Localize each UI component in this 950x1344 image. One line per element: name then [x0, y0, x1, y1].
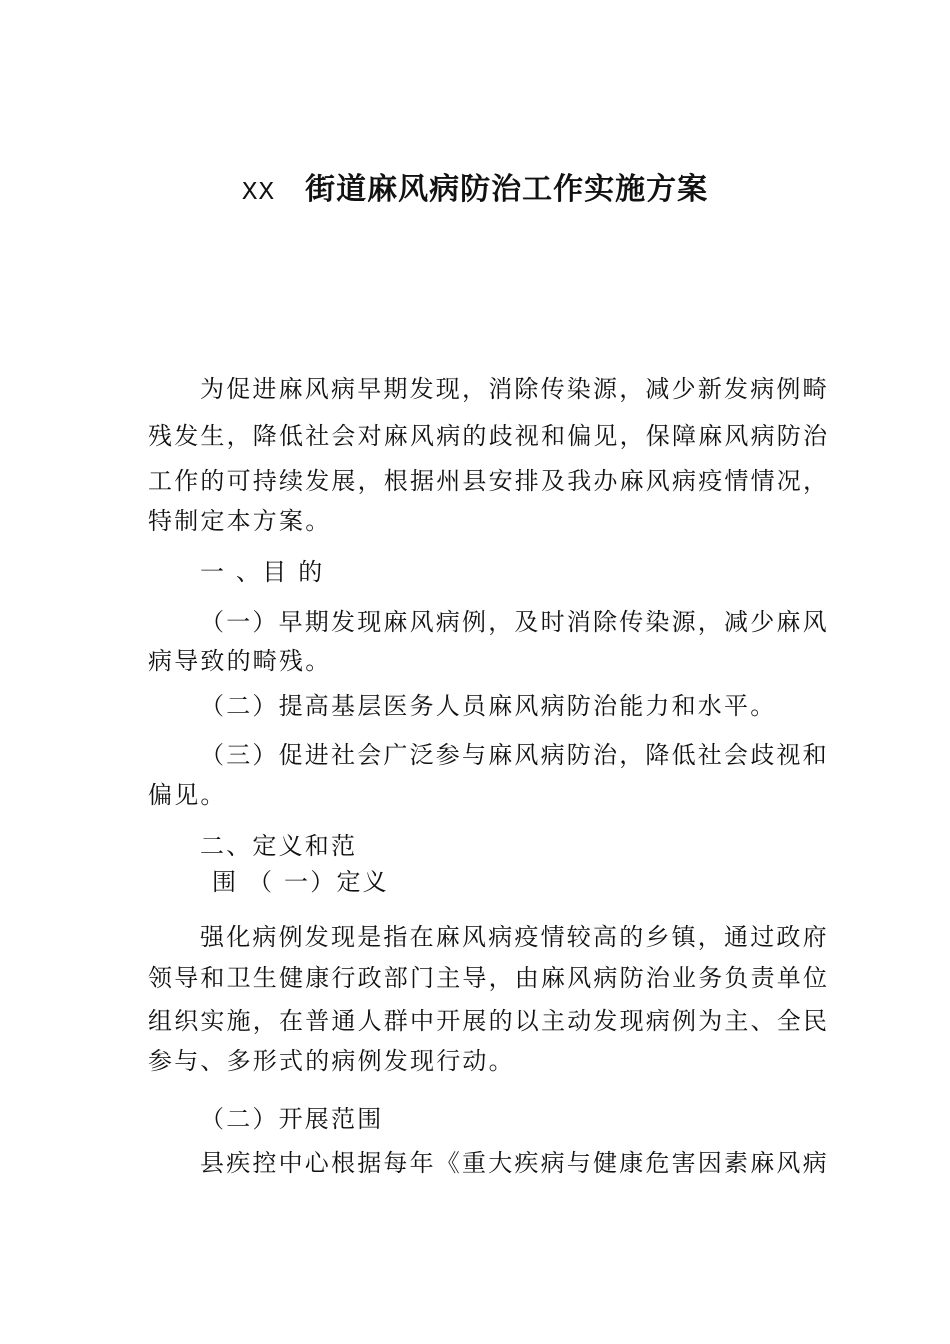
list-item-line: （二）提高基层医务人员麻风病防治能力和水平。 [200, 692, 777, 720]
intro-line: 特制定本方案。 [148, 507, 332, 535]
section-heading: 一 、目 的 [200, 558, 325, 586]
intro-line: 为促进麻风病早期发现，消除传染源，减少新发病例畸 [200, 375, 829, 403]
scope-line: 县疾控中心根据每年《重大疾病与健康危害因素麻风病 [200, 1149, 829, 1177]
list-item-line: 病导致的畸残。 [148, 647, 332, 675]
list-item-line: （一）早期发现麻风病例，及时消除传染源，减少麻风 [200, 608, 829, 636]
subsection-heading: 围 （ 一）定义 [212, 868, 389, 896]
list-item-line: （三）促进社会广泛参与麻风病防治，降低社会歧视和 [200, 741, 829, 769]
title-prefix: XX [241, 177, 276, 207]
list-item-line: 偏见。 [148, 781, 227, 809]
title-main: 街道麻风病防治工作实施方案 [305, 172, 709, 207]
intro-line: 工作的可持续发展，根据州县安排及我办麻风病疫情情况， [148, 467, 830, 495]
intro-line: 残发生，降低社会对麻风病的歧视和偏见，保障麻风病防治 [148, 422, 830, 450]
document-title [0, 164, 950, 208]
definition-line: 领导和卫生健康行政部门主导，由麻风病防治业务负责单位 [148, 964, 830, 992]
definition-line: 组织实施，在普通人群中开展的以主动发现病例为主、全民 [148, 1007, 830, 1035]
definition-line: 参与、多形式的病例发现行动。 [148, 1047, 515, 1075]
subsection-heading: （二）开展范围 [200, 1105, 384, 1133]
section-heading: 二、定义和范 [200, 832, 358, 860]
definition-line: 强化病例发现是指在麻风病疫情较高的乡镇，通过政府 [200, 923, 829, 951]
